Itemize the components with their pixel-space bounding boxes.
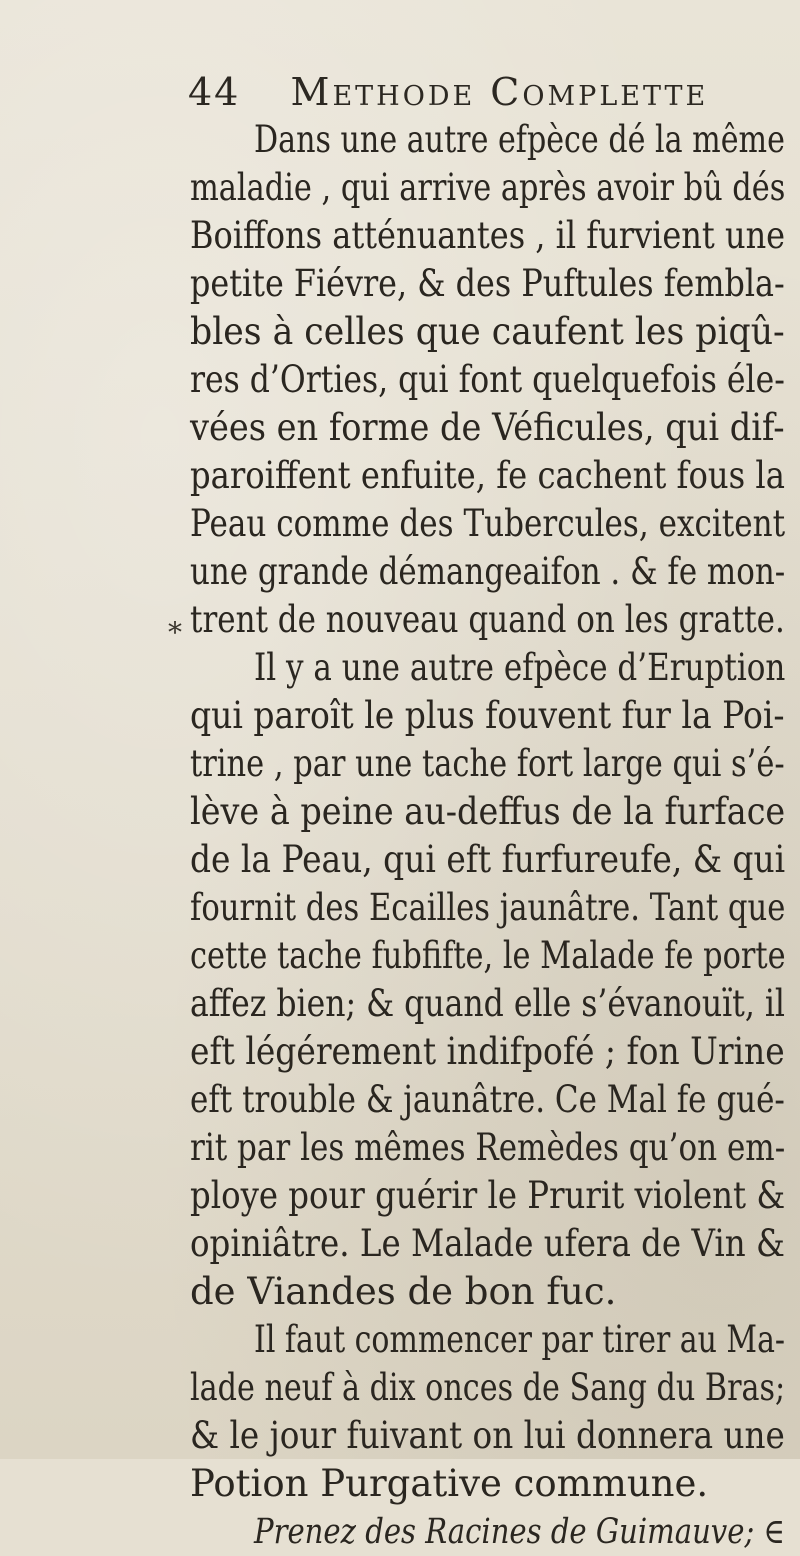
text-line: res d’Orties, qui font quelquefois éle-	[190, 358, 785, 401]
text-line: rit par les mêmes Remèdes qu’on em-	[190, 1126, 786, 1169]
text-line: lève à peine au-deffus de la furface	[190, 790, 786, 833]
text-line: maladie , qui arrive après avoir bû dés	[190, 166, 786, 209]
text-line: Boiffons atténuantes , il furvient une	[190, 214, 786, 257]
text-line: une grande démangeaifon . & fe mon-	[190, 550, 786, 593]
text-line: lade neuf à dix onces de Sang du Bras;	[190, 1366, 786, 1409]
text-line: vées en forme de Véficules, qui dif-	[190, 406, 785, 449]
page-number: 44	[188, 70, 241, 114]
text-line: Dans une autre efpèce dé la même	[254, 118, 785, 161]
text-line: trine , par une tache fort large qui s’é-	[190, 742, 785, 785]
text-line: & le jour fuivant on lui donnera une	[190, 1414, 785, 1457]
margin-asterisk: *	[168, 616, 182, 649]
text-line: eft trouble & jaunâtre. Ce Mal fe gué-	[190, 1078, 785, 1121]
page-header	[188, 70, 708, 114]
text-line: trent de nouveau quand on les gratte.	[190, 598, 785, 641]
text-line: cette tache fubfifte, le Malade fe porte	[190, 934, 786, 977]
text-line: fournit des Ecailles jaunâtre. Tant que	[190, 886, 786, 929]
text-line: qui paroît le plus fouvent fur la Poi-	[190, 694, 785, 737]
text-line: paroiffent enfuite, fe cachent fous la	[190, 454, 785, 497]
text-line: eft légérement indifpofé ; fon Urine	[190, 1030, 785, 1073]
text-line: petite Fiévre, & des Puftules fembla-	[190, 262, 785, 305]
running-title: Methode Complette	[290, 70, 709, 114]
prescription-line: Prenez des Racines de Guimauve; ∈	[254, 1512, 786, 1552]
text-line: Potion Purgative commune.	[190, 1462, 709, 1505]
text-line: Peau comme des Tubercules, excitent	[190, 502, 786, 545]
text-line: bles à celles que caufent les piqû-	[190, 310, 785, 353]
text-line: affez bien; & quand elle s’évanouït, il	[190, 982, 785, 1025]
text-line: Il faut commencer par tirer au Ma-	[254, 1318, 786, 1361]
text-line: ploye pour guérir le Prurit violent &	[190, 1174, 786, 1217]
text-line: opiniâtre. Le Malade ufera de Vin &	[190, 1222, 785, 1265]
text-line: Il y a une autre efpèce d’Eruption	[254, 646, 786, 689]
text-line: de Viandes de bon fuc.	[190, 1270, 617, 1313]
text-line: de la Peau, qui eft furfureufe, & qui	[190, 838, 786, 881]
